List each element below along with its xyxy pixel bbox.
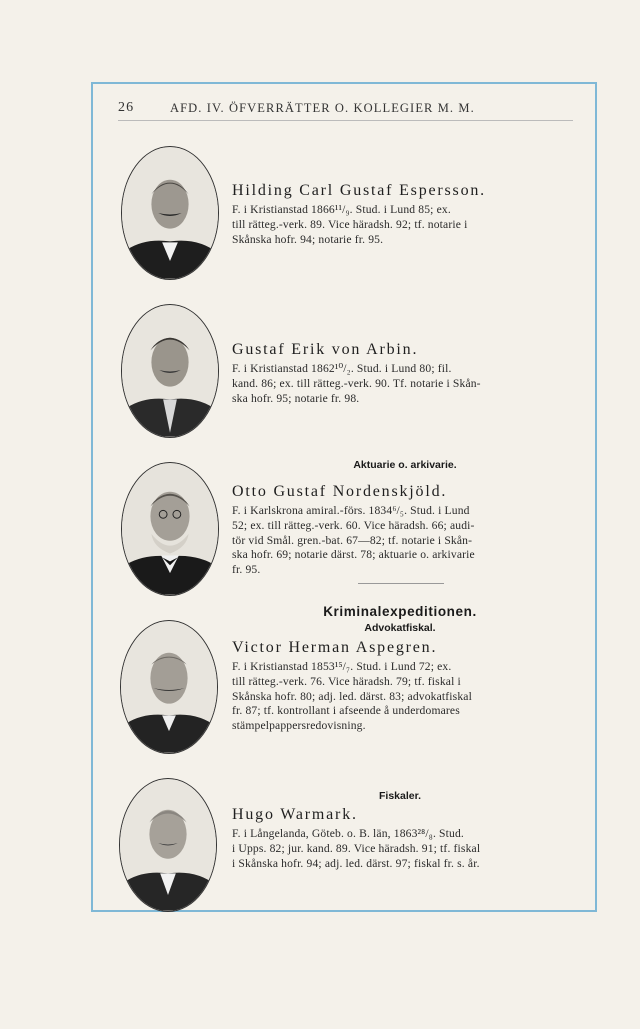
bio-line: i Upps. 82; jur. kand. 89. Vice häradsh. 91; tf. fiskal bbox=[232, 841, 481, 855]
bio-line: F. i Karlskrona amiral.-förs. 1834⁶/₅. Stud. i Lund bbox=[232, 504, 470, 517]
bio-line: F. i Kristianstad 1862¹⁰/₂. Stud. i Lund 80; fil. bbox=[232, 362, 452, 375]
section-heading-advokatfiskal: Advokatfiskal. bbox=[364, 622, 436, 634]
bio-line: tör vid Smål. gren.-bat. 67—82; tf. notarie i Skån- bbox=[232, 533, 473, 547]
bio-line: ska hofr. 95; notarie fr. 98. bbox=[232, 391, 360, 405]
bio-line: 52; ex. till rätteg.-verk. 60. Vice häradsh. 66; audi- bbox=[232, 518, 475, 532]
section-heading-aktuarie: Aktuarie o. arkivarie. bbox=[353, 459, 457, 471]
bio-line: fr. 87; tf. kontrollant i afseende å underdomares bbox=[232, 704, 460, 718]
portrait-image bbox=[122, 147, 218, 279]
portrait-image bbox=[121, 621, 217, 753]
bio-line: i Skånska hofr. 94; adj. led. därst. 97; fiskal fr. s. år. bbox=[232, 856, 480, 870]
entry-bio-von-arbin bbox=[232, 362, 574, 406]
entry-bio-espersson bbox=[232, 203, 574, 247]
portrait-von-arbin bbox=[121, 304, 219, 438]
bio-line: fr. 95. bbox=[232, 563, 261, 577]
entry-name-espersson: Hilding Carl Gustaf Espersson. bbox=[232, 182, 486, 199]
page-number: 26 bbox=[118, 100, 135, 115]
bio-line: till rätteg.-verk. 76. Vice häradsh. 79; tf. fiskal i bbox=[232, 674, 461, 688]
bio-line: F. i Kristianstad 1866¹¹/₉. Stud. i Lund 85; ex. bbox=[232, 203, 451, 216]
bio-line: F. i Långelanda, Göteb. o. B. län, 1863²⁸/₈. Stud. bbox=[232, 827, 464, 840]
portrait-aspegren bbox=[120, 620, 218, 754]
bio-line: till rätteg.-verk. 89. Vice häradsh. 92; tf. notarie i bbox=[232, 217, 468, 231]
page-header bbox=[118, 100, 578, 118]
bio-line: Skånska hofr. 94; notarie fr. 95. bbox=[232, 232, 384, 246]
entry-name-nordenskjold: Otto Gustaf Nordenskjöld. bbox=[232, 483, 448, 500]
bio-line: ska hofr. 69; notarie därst. 78; aktuarie o. arkivarie bbox=[232, 548, 475, 562]
portrait-nordenskjold bbox=[121, 462, 219, 596]
entry-bio-nordenskjold bbox=[232, 504, 574, 578]
bio-line: kand. 86; ex. till rätteg.-verk. 90. Tf. notarie i Skån- bbox=[232, 376, 481, 390]
entry-name-aspegren: Victor Herman Aspegren. bbox=[232, 639, 438, 656]
portrait-espersson bbox=[121, 146, 219, 280]
portrait-image bbox=[122, 305, 218, 437]
entry-bio-aspegren bbox=[232, 660, 574, 734]
section-divider bbox=[358, 583, 444, 584]
section-heading-kriminal: Kriminalexpeditionen. bbox=[323, 604, 477, 619]
header-rule bbox=[118, 120, 573, 121]
bio-line: stämpelpappersredovisning. bbox=[232, 719, 366, 733]
bio-line: Skånska hofr. 80; adj. led. därst. 83; advokatfiskal bbox=[232, 689, 472, 703]
running-head: AFD. IV. ÖFVERRÄTTER O. KOLLEGIER M. M. bbox=[170, 101, 475, 115]
portrait-image bbox=[120, 779, 216, 911]
entry-name-von-arbin: Gustaf Erik von Arbin. bbox=[232, 341, 419, 358]
bio-line: F. i Kristianstad 1853¹⁵/₇. Stud. i Lund 72; ex. bbox=[232, 660, 452, 673]
section-heading-fiskaler: Fiskaler. bbox=[378, 790, 422, 802]
entry-name-warmark: Hugo Warmark. bbox=[232, 806, 358, 823]
entry-bio-warmark bbox=[232, 827, 574, 871]
portrait-image bbox=[122, 463, 218, 595]
portrait-warmark bbox=[119, 778, 217, 912]
